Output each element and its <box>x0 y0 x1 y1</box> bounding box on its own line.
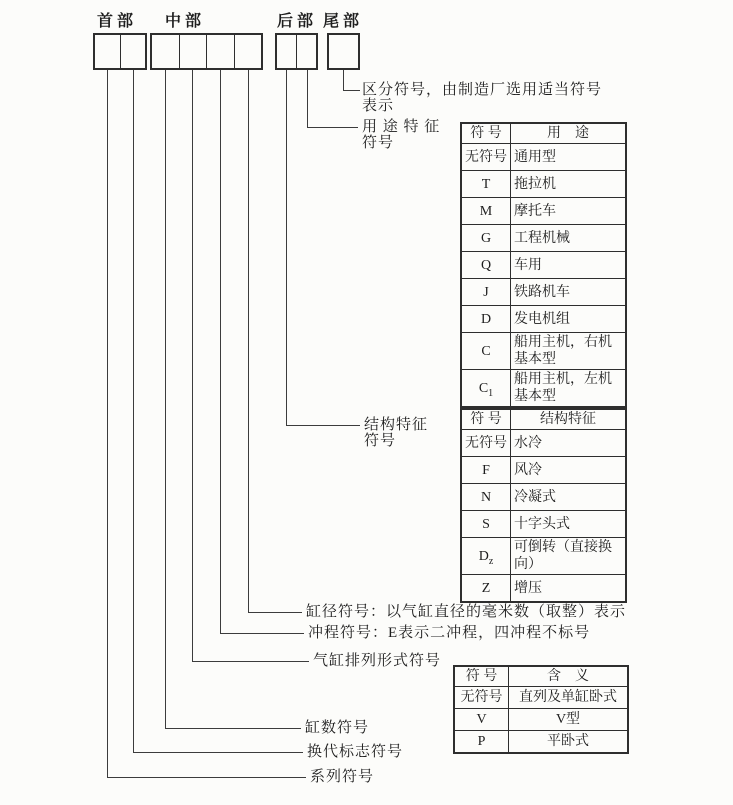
connector-line <box>107 70 108 778</box>
connector-line <box>307 127 358 128</box>
code-cell <box>152 35 179 68</box>
cylinder-arrangement-table <box>453 665 629 754</box>
table-header-row <box>461 123 626 144</box>
code-cell <box>179 35 207 68</box>
callout-line: 缸数符号 <box>305 720 370 736</box>
connector-line <box>220 70 221 634</box>
callout-line: 用 途 特 征 <box>362 119 441 135</box>
table-row <box>461 144 626 171</box>
table-row <box>461 575 626 603</box>
connector-line <box>307 70 308 128</box>
table-row <box>461 484 626 511</box>
section-label-tail: 尾部 <box>323 13 364 30</box>
code-cell <box>206 35 234 68</box>
symbol-cell: M <box>461 198 511 225</box>
symbol-cell: T <box>461 171 511 198</box>
section-label-middle: 中部 <box>165 13 206 30</box>
callout-series-symbol <box>310 769 374 785</box>
callout-line: 区分符号，由制造厂选用适当符号 <box>362 82 603 98</box>
table-row <box>461 370 626 408</box>
symbol-subscript: 1 <box>488 387 494 399</box>
symbol-cell: Z <box>461 575 511 603</box>
table-row <box>461 252 626 279</box>
callout-structure-feature-symbol <box>364 417 428 449</box>
meaning-cell: 可倒转（直接换向） <box>511 538 627 575</box>
connector-line <box>248 612 302 613</box>
section-label-rear: 后部 <box>277 13 318 30</box>
meaning-cell: 直列及单缸卧式 <box>509 687 629 709</box>
meaning-cell: 摩托车 <box>511 198 627 225</box>
symbol-cell: J <box>461 279 511 306</box>
column-header-meaning: 含 义 <box>509 666 629 687</box>
code-cell <box>120 35 146 68</box>
code-cell <box>95 35 120 68</box>
table-row <box>454 731 628 754</box>
table-row <box>454 709 628 731</box>
symbol-cell: Q <box>461 252 511 279</box>
connector-line <box>286 425 360 426</box>
callout-line: 表示 <box>362 98 395 114</box>
tail-section-box <box>327 33 360 70</box>
symbol-cell: F <box>461 457 511 484</box>
callout-stroke-symbol <box>308 625 590 641</box>
callout-distinguishing-symbol <box>362 82 602 114</box>
table-row <box>461 333 626 370</box>
table-row <box>461 430 626 457</box>
meaning-cell: 铁路机车 <box>511 279 627 306</box>
code-cell <box>296 35 316 68</box>
connector-line <box>133 70 134 753</box>
callout-line: 符号 <box>364 433 397 449</box>
callout-line: 冲程符号：E表示二冲程，四冲程不标号 <box>308 625 591 641</box>
section-label-head: 首部 <box>97 13 138 30</box>
meaning-cell: 工程机械 <box>511 225 627 252</box>
symbol-cell: P <box>454 731 509 754</box>
meaning-cell: 车用 <box>511 252 627 279</box>
symbol-cell: C <box>461 333 511 370</box>
column-header-symbol: 符 号 <box>461 123 511 144</box>
connector-line <box>248 70 249 613</box>
symbol-cell: S <box>461 511 511 538</box>
callout-line: 缸径符号：以气缸直径的毫米数（取整）表示 <box>306 604 627 620</box>
connector-line <box>286 70 287 426</box>
code-cell <box>329 35 358 68</box>
connector-line <box>165 728 301 729</box>
rear-section-box <box>275 33 318 70</box>
code-cell <box>234 35 262 68</box>
symbol-cell: D <box>461 306 511 333</box>
callout-cylinder-arrangement-symbol <box>313 653 441 669</box>
table-row <box>454 687 628 709</box>
table-row <box>461 225 626 252</box>
column-header-usage: 用 途 <box>511 123 627 144</box>
symbol-cell: $C_1$ <box>461 370 511 408</box>
meaning-cell: 船用主机，左机基本型 <box>511 370 627 408</box>
callout-usage-feature-symbol <box>362 119 440 151</box>
symbol-cell: $D_z$ <box>461 538 511 575</box>
table-header-row <box>454 666 628 687</box>
callout-line: 换代标志符号 <box>307 744 404 760</box>
meaning-cell: 船用主机，右机基本型 <box>511 333 627 370</box>
connector-line <box>133 752 303 753</box>
connector-line <box>343 90 360 91</box>
meaning-cell: 发电机组 <box>511 306 627 333</box>
middle-section-box <box>150 33 263 70</box>
table-header-row <box>461 409 626 430</box>
table-row <box>461 198 626 225</box>
symbol-cell: 无符号 <box>461 430 511 457</box>
table-row <box>461 306 626 333</box>
meaning-cell: 拖拉机 <box>511 171 627 198</box>
column-header-symbol: 符 号 <box>454 666 509 687</box>
connector-line <box>343 70 344 91</box>
connector-line <box>165 70 166 729</box>
callout-line: 符号 <box>362 135 395 151</box>
callout-line: 系列符号 <box>310 769 375 785</box>
symbol-cell: G <box>461 225 511 252</box>
symbol-cell: 无符号 <box>454 687 509 709</box>
meaning-cell: 风冷 <box>511 457 627 484</box>
table-row <box>461 538 626 575</box>
symbol-subscript: z <box>488 555 494 567</box>
connector-line <box>220 633 304 634</box>
callout-line: 气缸排列形式符号 <box>313 653 442 669</box>
table-row <box>461 511 626 538</box>
usage-feature-table <box>460 122 627 408</box>
callout-cylinder-count-symbol <box>305 720 369 736</box>
structure-feature-table <box>460 408 627 603</box>
column-header-structure: 结构特征 <box>511 409 627 430</box>
meaning-cell: V型 <box>509 709 629 731</box>
table-row <box>461 279 626 306</box>
head-section-box <box>93 33 147 70</box>
meaning-cell: 冷凝式 <box>511 484 627 511</box>
symbol-cell: V <box>454 709 509 731</box>
meaning-cell: 十字头式 <box>511 511 627 538</box>
table-row <box>461 457 626 484</box>
meaning-cell: 水冷 <box>511 430 627 457</box>
meaning-cell: 平卧式 <box>509 731 629 754</box>
callout-generation-mark-symbol <box>307 744 403 760</box>
table-row <box>461 171 626 198</box>
meaning-cell: 通用型 <box>511 144 627 171</box>
meaning-cell: 增压 <box>511 575 627 603</box>
connector-line <box>107 777 306 778</box>
connector-line <box>192 661 309 662</box>
connector-line <box>192 70 193 662</box>
symbol-cell: 无符号 <box>461 144 511 171</box>
symbol-cell: N <box>461 484 511 511</box>
callout-line: 结构特征 <box>364 417 429 433</box>
code-cell <box>277 35 296 68</box>
callout-bore-symbol <box>306 604 626 620</box>
column-header-symbol: 符 号 <box>461 409 511 430</box>
